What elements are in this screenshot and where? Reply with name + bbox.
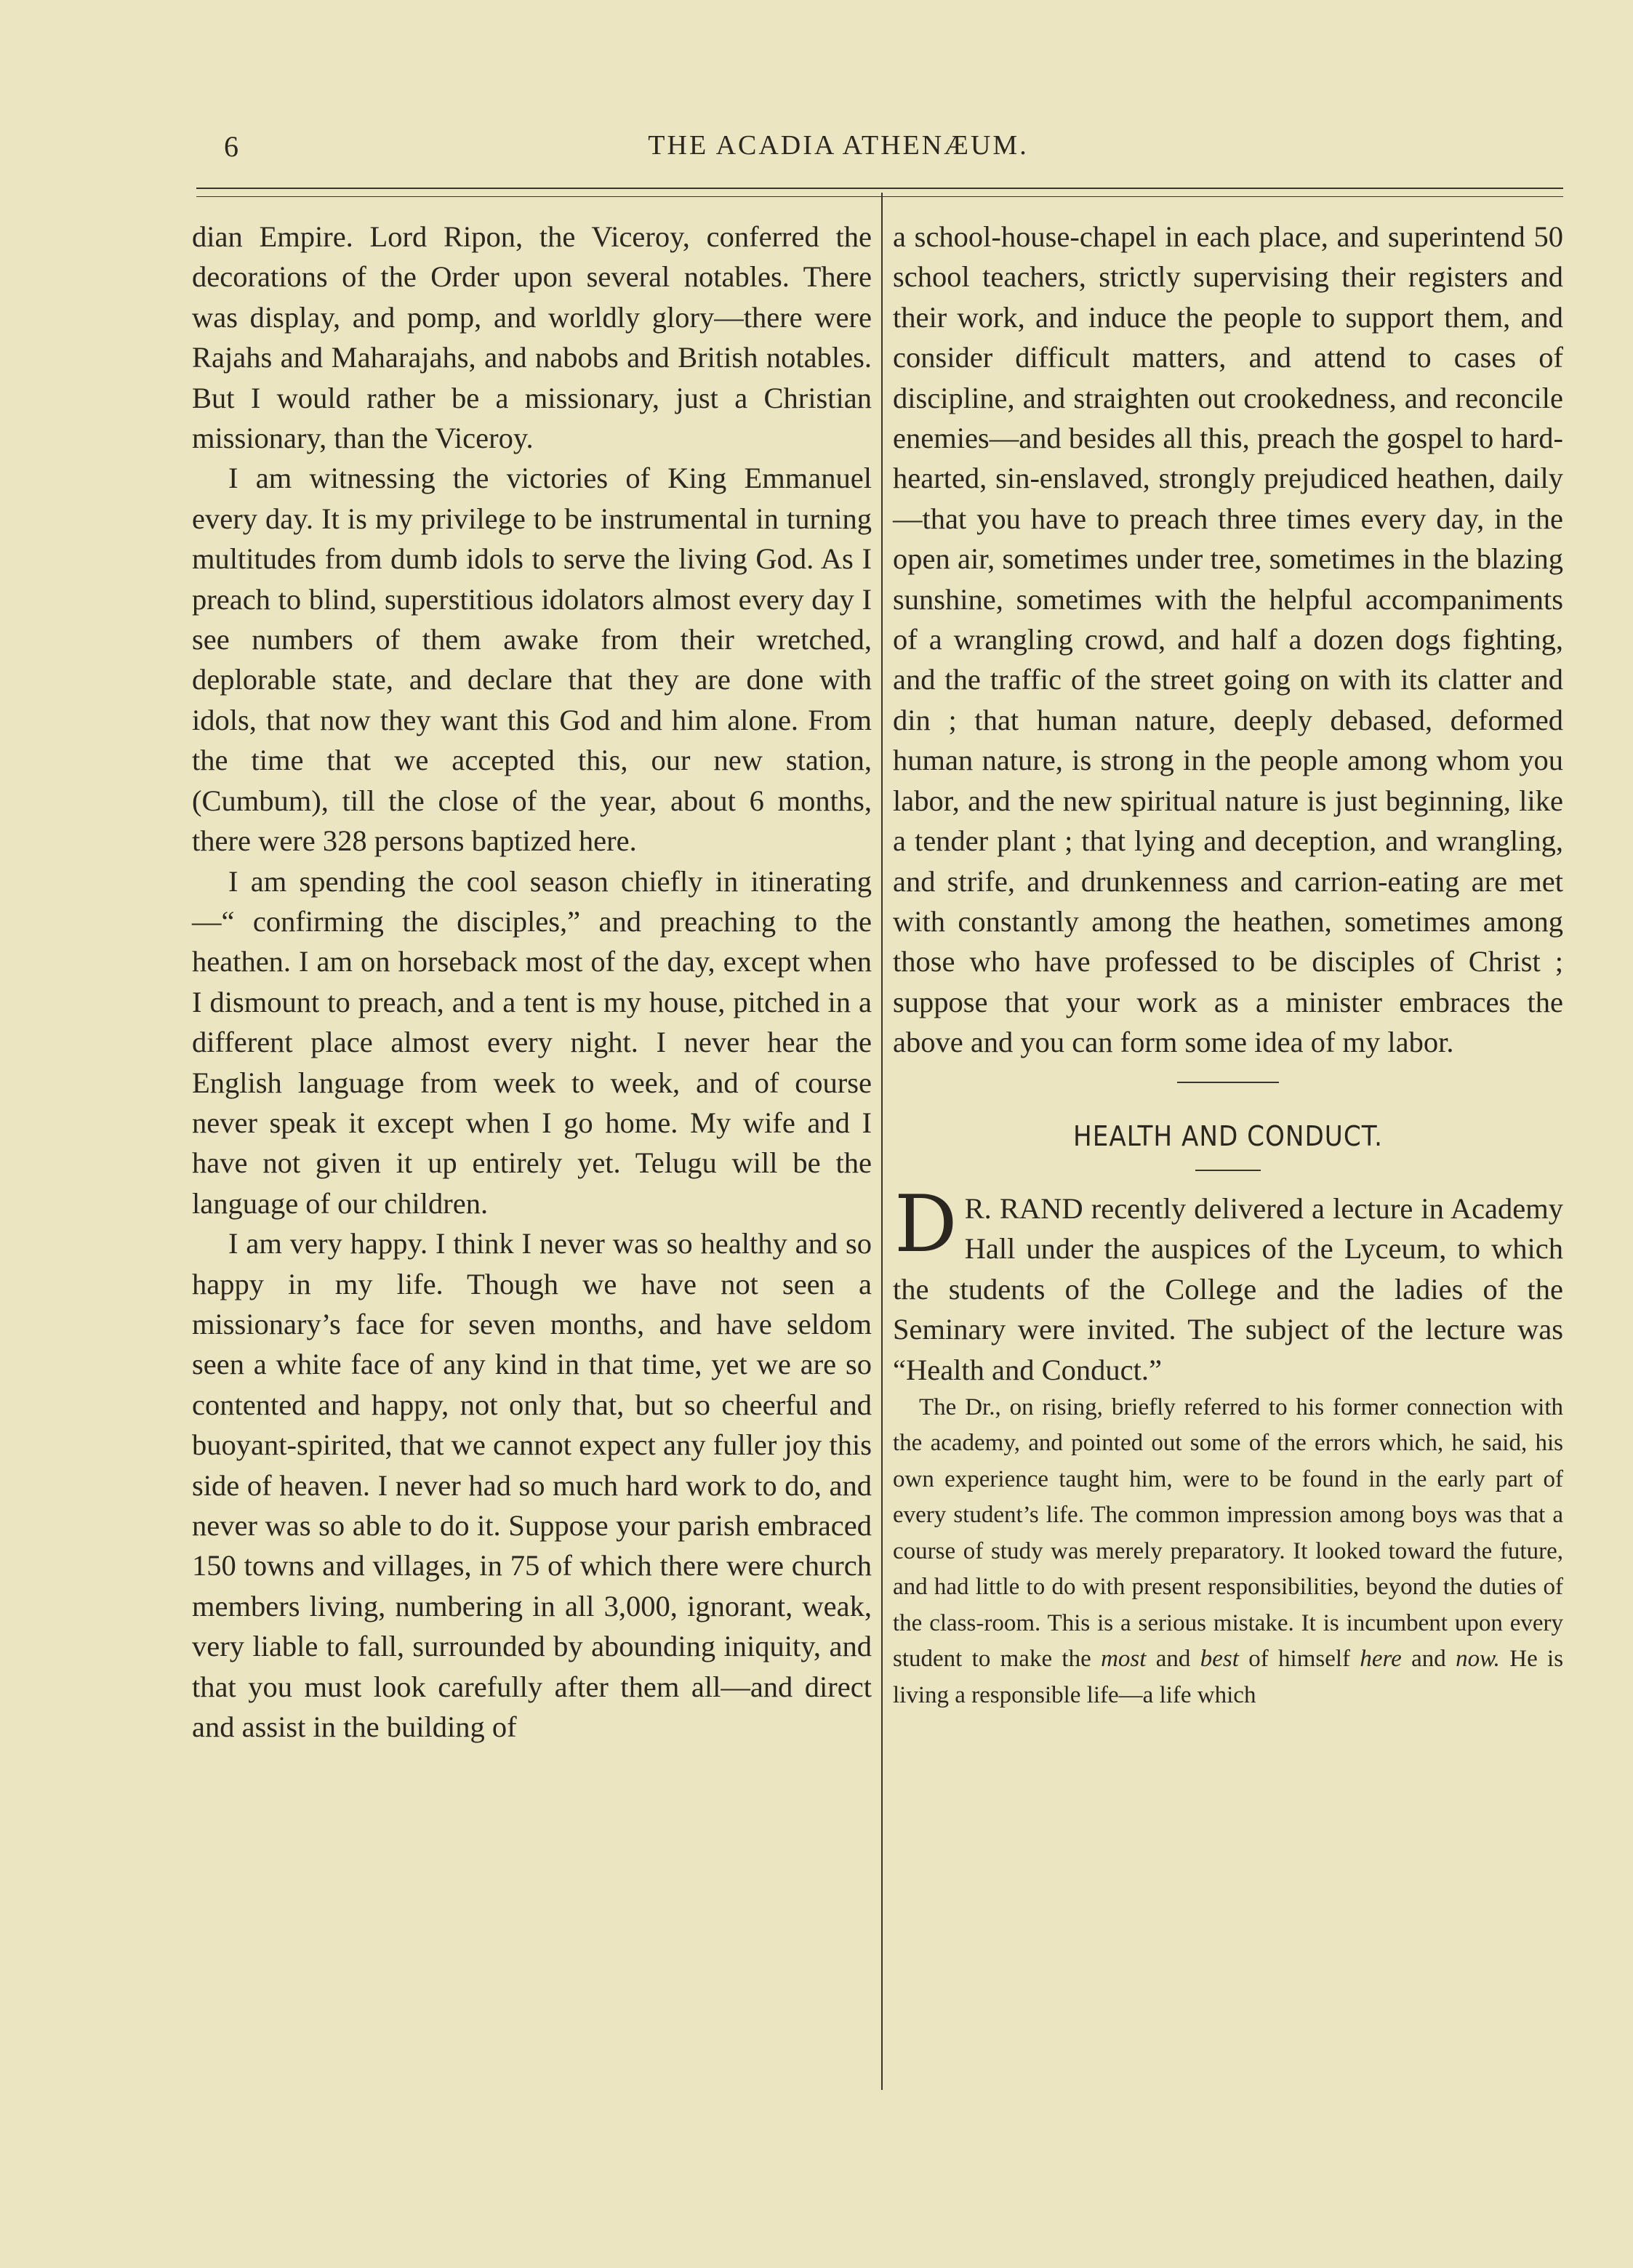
- right-paragraph-2-text: R. RAND recently delivered a lecture in Academy Hall under the auspices of the Lyceum, to which the students of the College and the ladies of the Seminary were invited. The subject of the lecture was “Health and Conduct.”: [893, 1191, 1563, 1386]
- p3-emphasis-best: best: [1200, 1646, 1239, 1673]
- right-paragraph-3: [893, 1390, 1563, 1714]
- p3-start-text: The Dr., on rising, briefly referred to his former connection with the academy, and pointed out some of the errors which, he said, his own experience taught him, were to be found in the early part of every student’s life. The common impression among boys was that a course of study was merely preparatory. It looked toward the future, and had little to do with present responsibilities, beyond the duties of the class-room. This is a serious mistake. It is incumbent upon every student to make the: [893, 1394, 1563, 1673]
- left-paragraph-3: I am spending the cool season chiefly in itinerating—“ confirming the disciples,” and preaching to the heathen. I am on horseback most of the day, except when I dismount to preach, and a tent is my house, pitched in a different place almost every night. I never hear the English language from week to week, and of course never speak it except when I go home. My wife and I have not given it up entirely yet. Telugu will be the language of our children.: [192, 864, 872, 1220]
- right-paragraph-2: [893, 1178, 1563, 1390]
- p3-middle-text: of himself: [1248, 1646, 1351, 1673]
- p3-end-text: He is living a responsible life—a life which: [893, 1646, 1564, 1708]
- section-heading: HEALTH AND CONDUCT.: [1073, 1119, 1383, 1152]
- section-separator-rule: [1177, 1082, 1279, 1083]
- column-divider: [881, 193, 883, 2090]
- p3-and-1: and: [1155, 1646, 1191, 1673]
- left-column: [192, 217, 872, 1747]
- left-paragraph-4: I am very happy. I think I never was so healthy and so happy in my life. Though we have not seen a missionary’s face for seven months, and have seldom seen a white face of any kind in that time, yet we are so contented and happy, not only that, but so cheerful and buoyant-spirited, that we cannot expect any fuller joy this side of heaven. I never had so much hard work to do, and never was so able to do it. Suppose your parish embraced 150 towns and villages, in 75 of which there were church members living, numbering in all 3,000, ignorant, weak, very liable to fall, surrounded by abounding iniquity, and that you must look carefully after them all—and direct and assist in the building of: [192, 1227, 872, 1744]
- left-paragraph-1: dian Empire. Lord Ripon, the Viceroy, conferred the decorations of the Order upon several notables. There was display, and pomp, and worldly glory—there were Rajahs and Maharajahs, and nabobs and British notables. But I would rather be a missionary, just a Christian missionary, than the Viceroy.: [192, 220, 872, 455]
- p3-emphasis-most: most: [1101, 1646, 1147, 1673]
- drop-cap: D: [894, 1178, 958, 1270]
- p3-emphasis-here: here: [1360, 1646, 1402, 1673]
- running-title: THE ACADIA ATHENÆUM.: [648, 130, 1029, 161]
- header-rule-top: [196, 188, 1563, 189]
- header-rule-bottom: [196, 196, 1563, 197]
- right-column: [893, 217, 1563, 1713]
- page-number: 6: [224, 130, 239, 163]
- left-paragraph-2: I am witnessing the victories of King Emmanuel every day. It is my privilege to be instrumental in turning multitudes from dumb idols to serve the living God. As I preach to blind, superstitious idolators almost every day I see numbers of them awake from their wretched, deplorable state, and declare that they are done with idols, that now they want this God and him alone. From the time that we accepted this, our new station, (Cumbum), till the close of the year, about 6 months, there were 328 persons baptized here.: [192, 462, 872, 858]
- heading-underline-rule: [1195, 1170, 1261, 1171]
- p3-and-2: and: [1411, 1646, 1446, 1673]
- p3-emphasis-now: now.: [1456, 1646, 1500, 1673]
- right-paragraph-1: a school-house-chapel in each place, and superintend 50 school teachers, strictly supervising their registers and their work, and induce the people to support them, and consider difficult matters, and attend to cases of discipline, and straighten out crookedness, and reconcile enemies—and besides all this, preach the gospel to hard-hearted, sin-enslaved, strongly prejudiced heathen, daily—that you have to preach three times every day, in the open air, sometimes under tree, sometimes in the blazing sunshine, sometimes with the helpful accompaniments of a wrangling crowd, and half a dozen dogs fighting, and the traffic of the street going on with its clatter and din ; that human nature, deeply debased, deformed human nature, is strong in the people among whom you labor, and the new spiritual nature is just beginning, like a tender plant ; that lying and deception, and wrangling, and strife, and drunkenness and carrion-eating are met with constantly among the heathen, sometimes among those who have professed to be disciples of Christ ; suppose that your work as a minister embraces the above and you can form some idea of my labor.: [893, 220, 1563, 1059]
